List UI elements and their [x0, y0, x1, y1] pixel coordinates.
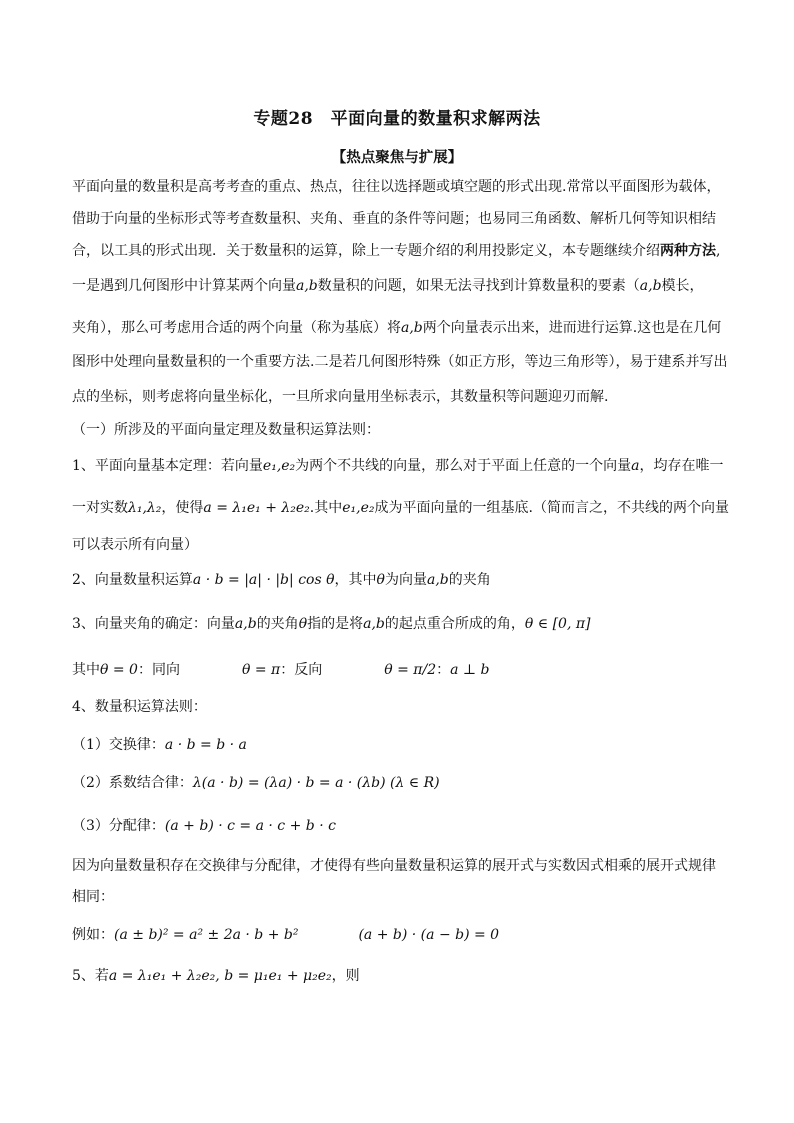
law1-label: （1）交换律： [72, 737, 165, 753]
page-title: 专题28 平面向量的数量积求解两法 [253, 109, 541, 129]
perpendicular-formula: a ⊥ b [450, 662, 490, 678]
item1-line-2 [72, 498, 732, 518]
item5-text-b: ，则 [331, 968, 360, 984]
vector-ab-math-3: a,b [401, 320, 423, 336]
section-heading: （一）所涉及的平面向量定理及数量积运算法则： [72, 422, 380, 438]
item2-text-c: 为向量 [384, 572, 427, 588]
intro-line-2: 借助于向量的坐标形式等考查数量积、夹角、垂直的条件等问题；也易同三角函数、解析几何等知识相结 [72, 211, 716, 227]
vector-ab-math-6: a,b [363, 616, 385, 632]
intro-line-3-comma: , [716, 243, 721, 259]
square-expansion-formula: (a ± b)² = a² ± 2a · b + b² [114, 927, 299, 943]
item2-line [72, 570, 732, 590]
law2-line [72, 773, 732, 793]
angle-cases-line [72, 660, 732, 680]
theta-symbol: θ [376, 572, 385, 588]
associative-formula: λ(a · b) = (λa) · b = a · (λb) (λ ∈ R) [192, 775, 440, 791]
intro-line-3-text: 合，以工具的形式出现．关于数量积的运算，除上一专题介绍的利用投影定义，本专题继续介绍 [72, 243, 660, 259]
intro-line-1: 平面向量的数量积是高考考查的重点、热点，往往以选择题或填空题的形式出现.常常以平面图形为载体， [72, 179, 721, 195]
difference-product-formula: (a + b) · (a − b) = 0 [358, 927, 500, 943]
item1-text-c: ，均存在唯一 [639, 458, 724, 474]
note-line-1: 因为向量数量积存在交换律与分配律，才使得有些向量数量积运算的展开式与实数因式相乘的展开式规律 [72, 858, 716, 874]
vector-ab-math: a,b [296, 278, 318, 294]
angle-cases-prefix: 其中 [72, 662, 100, 678]
vector-ab-math-2: a,b [639, 278, 662, 294]
basis-e1-e2-2: e₁,e₂ [342, 500, 375, 516]
vector-a: a [631, 458, 640, 474]
vector-ab-math-4: a,b [426, 572, 449, 588]
item1-text-g: 成为平面向量的一组基底.（简而言之，不共线的两个向量 [374, 500, 729, 516]
intro-line-6: 图形中处理向量数量积的一个重要方法.二是若几何图形特殊（如正方形，等边三角形等），易于建系并写出 [72, 354, 728, 370]
intro-line-3 [72, 241, 732, 261]
section-subtitle: 【热点聚焦与扩展】 [331, 149, 463, 166]
law1-line [72, 735, 732, 755]
angle-range: θ ∈ [0, π] [524, 616, 591, 632]
decomposition-formula: a = λ₁e₁ + λ₂e₂ [203, 500, 310, 516]
item3-line [72, 614, 732, 634]
intro-line-5-text-a: 夹角），那么可考虑用合适的两个向量（称为基底）将 [72, 320, 401, 336]
item2-text-d: 的夹角 [448, 572, 491, 588]
example-label: 例如： [72, 927, 114, 943]
item1-text-d: 一对实数 [72, 500, 128, 516]
theta-half-pi: θ = π/2 [384, 662, 437, 678]
item5-line [72, 966, 732, 986]
item5-text-a: 5、若 [72, 968, 109, 984]
item1-text-e: ，使得 [161, 500, 204, 516]
distributive-formula: (a + b) · c = a · c + b · c [164, 818, 336, 834]
item3-text-b: 的夹角 [256, 616, 299, 632]
intro-line-4-text-c: 模长， [661, 278, 704, 294]
basis-e1-e2: e₁,e₂ [262, 458, 296, 474]
lambda-pair: λ₁,λ₂ [128, 500, 162, 516]
intro-line-4-text-b: 数量积的问题，如果无法寻找到计算数量积的要素（ [317, 278, 640, 294]
item3-text-a: 3、向量夹角的确定：向量 [72, 616, 235, 632]
two-methods-emphasis: 两种方法 [660, 243, 716, 259]
theta-pi: θ = π [241, 662, 281, 678]
intro-line-5 [72, 318, 732, 338]
law3-label: （3）分配律： [72, 818, 165, 834]
theta-zero: θ = 0 [100, 662, 138, 678]
intro-line-5-text-b: 两个向量表示出来，进而进行运算.这也是在几何 [422, 320, 722, 336]
intro-line-7: 点的坐标，则考虑将向量坐标化，一旦所求向量用坐标表示，其数量积等问题迎刃而解. [72, 389, 609, 405]
same-direction-label: ：同向 [137, 662, 180, 678]
item1-text-b: 为两个不共线的向量，那么对于平面上任意的一个向量 [295, 458, 632, 474]
item1-line-3: 可以表示所有向量） [72, 537, 198, 553]
commutative-formula: a · b = b · a [164, 737, 247, 753]
dot-product-formula: a · b = |a| · |b| cos θ [192, 572, 335, 588]
item2-text-b: ，其中 [334, 572, 377, 588]
intro-line-4-text-a: 一是遇到几何图形中计算某两个向量 [72, 278, 296, 294]
example-line [72, 925, 732, 945]
item3-text-c: 指的是将 [307, 616, 364, 632]
item1-text-a: 1、平面向量基本定理：若向量 [72, 458, 263, 474]
item3-text-d: 的起点重合所成的角， [384, 616, 525, 632]
theta-symbol-2: θ [298, 616, 308, 632]
law2-label: （2）系数结合律： [72, 775, 193, 791]
vector-ab-math-5: a,b [234, 616, 257, 632]
law3-line [72, 816, 732, 836]
item1-text-f: .其中 [309, 500, 343, 516]
item1-line-1 [72, 456, 732, 476]
item2-text-a: 2、向量数量积运算 [72, 572, 193, 588]
perpendicular-colon: ： [436, 662, 451, 678]
opposite-direction-label: ：反向 [280, 662, 323, 678]
note-line-2: 相同： [72, 889, 114, 905]
item4-line: 4、数量积运算法则： [72, 699, 207, 715]
coordinates-formula: a = λ₁e₁ + λ₂e₂, b = μ₁e₁ + μ₂e₂ [108, 968, 332, 984]
intro-line-4 [72, 276, 732, 296]
